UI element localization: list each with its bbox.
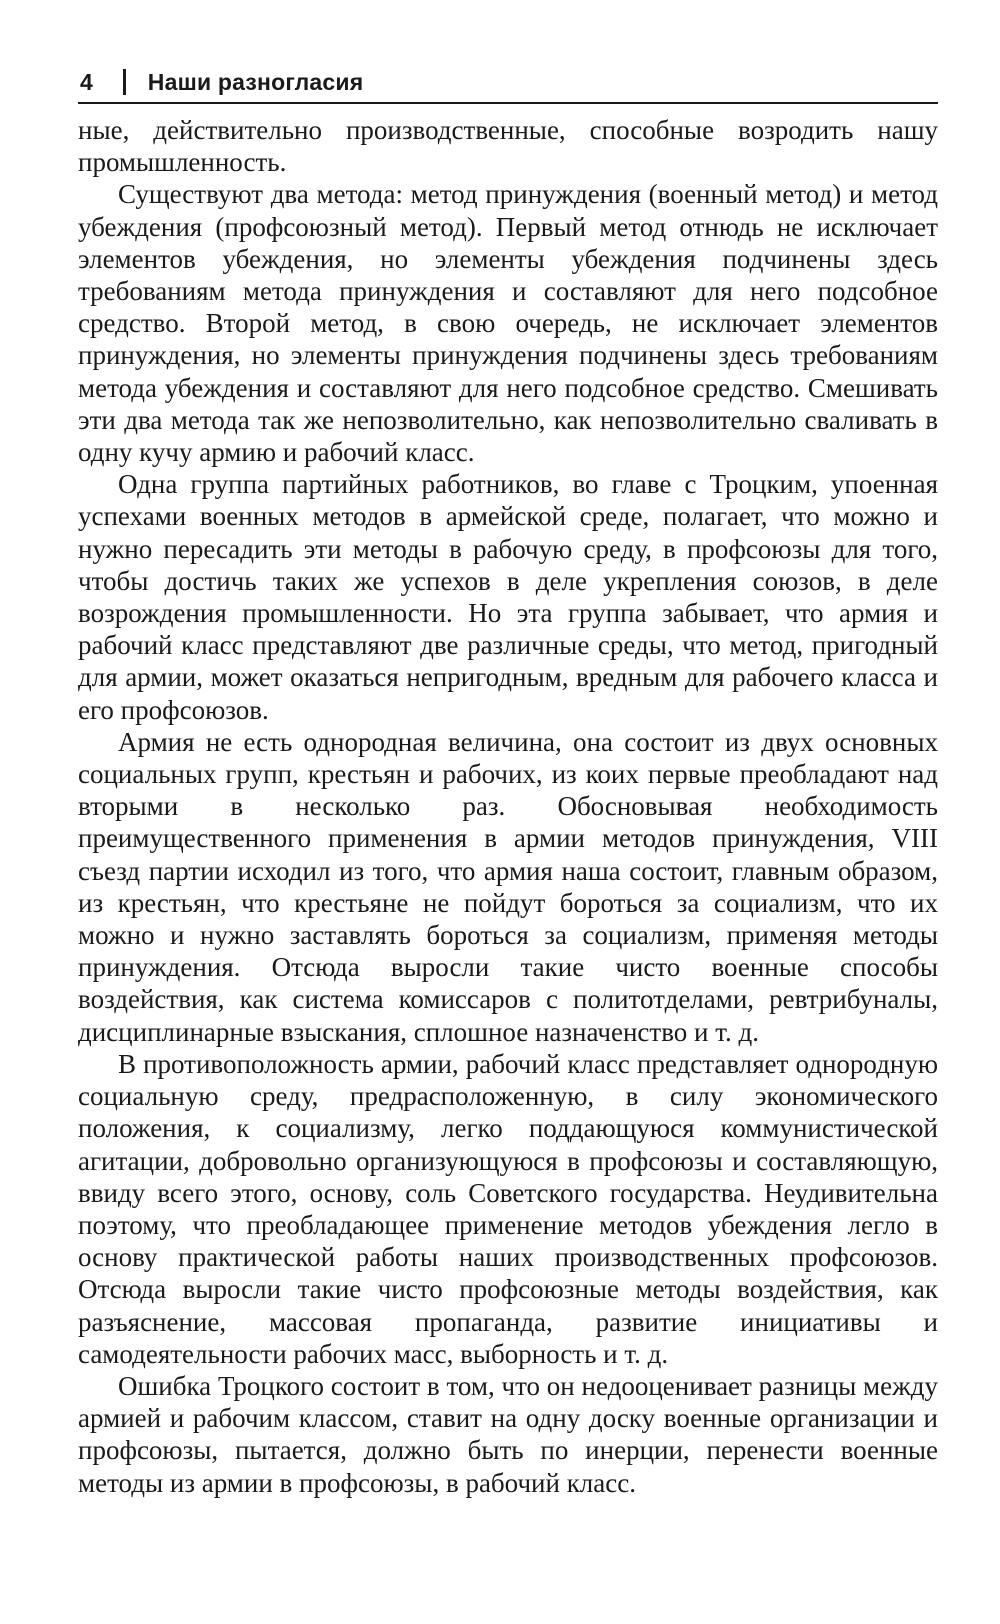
- paragraph: Существуют два метода: метод принуждения (военный метод) и метод убеждения (профсоюзный метод). Первый метод отнюдь не исключает элементов убеждения, но элементы убеждения подчинены здесь требованиям метода принуждения и составляют для него подсобное средство. Второй метод, в свою очередь, не исключает элементов принуждения, но элементы принуждения подчинены здесь требованиям метода убеждения и составляют для него подсобное средство. Смешивать эти два метода так же непозволительно, как непозволительно сваливать в одну кучу армию и рабочий класс.: [78, 179, 938, 468]
- body-text: [78, 114, 938, 1499]
- running-head: [78, 62, 938, 102]
- paragraph-continued: ные, действительно производственные, способные возродить нашу промышленность.: [78, 115, 938, 178]
- header-rule: [78, 102, 938, 104]
- header-separator: [123, 69, 126, 95]
- paragraph: В противоположность армии, рабочий класс представляет однородную социальную среду, предрасположенную, в силу экономического положения, к социализму, легко поддающуюся коммунистической агитации, добровольно организующуюся в профсоюзы и составляющую, ввиду всего этого, основу, соль Советского государства. Неудивительна поэтому, что преобладающее применение методов убеждения легло в основу практической работы наших производственных профсоюзов. Отсюда выросли такие чисто профсоюзные методы воздействия, как разъяснение, массовая пропаганда, развитие инициативы и самодеятельности рабочих масс, выборность и т. д.: [78, 1048, 938, 1369]
- paragraph: Одна группа партийных работников, во главе с Троцким, упоенная успехами военных методов в армейской среде, полагает, что можно и нужно пересадить эти методы в рабочую среду, в профсоюзы для того, чтобы достичь таких же успехов в деле укрепления союзов, в деле возрождения промышленности. Но эта группа забывает, что армия и рабочий класс представляют две различные среды, что метод, пригодный для армии, может оказаться непригодным, вредным для рабочего класса и его профсоюзов.: [78, 469, 938, 725]
- chapter-title: Наши разногласия: [147, 68, 364, 95]
- page-number: 4: [80, 68, 93, 95]
- paragraph: Армия не есть однородная величина, она состоит из двух основных социальных групп, крестьян и рабочих, из коих первые преобладают над вторыми в несколько раз. Обосновывая необходимость преимущественного применения в армии методов принуждения, VIII съезд партии исходил из того, что армия наша состоит, главным образом, из крестьян, что крестьяне не пойдут бороться за социализм, что их можно и нужно заставлять бороться за социализм, применяя методы принуждения. Отсюда выросли такие чисто военные способы воздействия, как система комиссаров с политотделами, ревтрибуналы, дисциплинарные взыскания, сплошное назначенство и т. д.: [78, 726, 938, 1047]
- paragraph: Ошибка Троцкого состоит в том, что он недооценивает разницы между армией и рабочим классом, ставит на одну доску военные организации и профсоюзы, пытается, должно быть по инерции, перенести военные методы из армии в профсоюзы, в рабочий класс.: [78, 1370, 938, 1498]
